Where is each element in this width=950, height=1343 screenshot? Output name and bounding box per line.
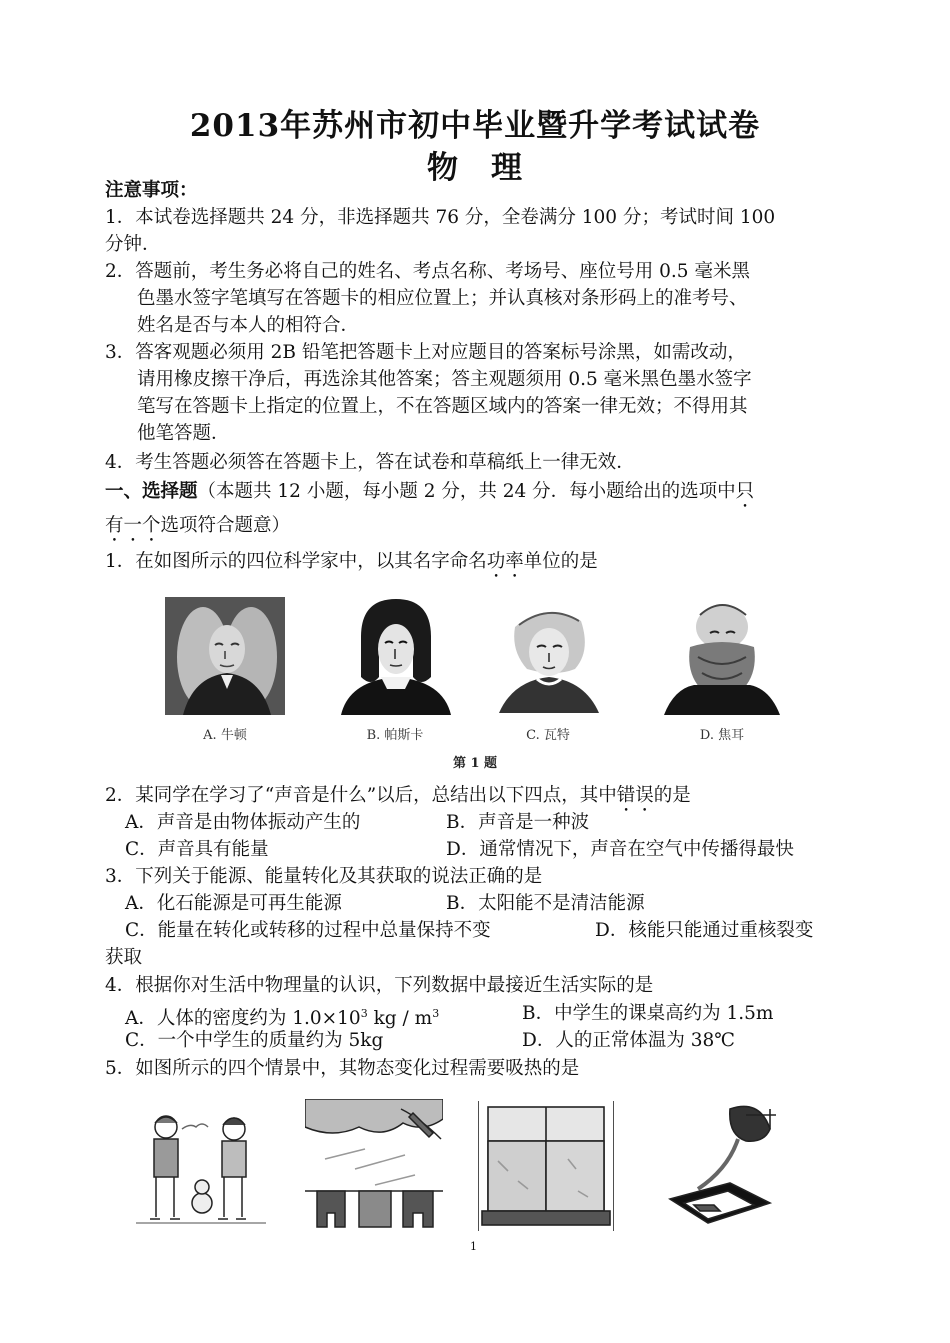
caption-b: B. 帕斯卡	[366, 728, 424, 743]
q2-option-c: C．声音具有能量	[125, 839, 269, 860]
question-3-stem: 3．下列关于能源、能量转化及其获取的说法正确的是	[105, 866, 543, 887]
q1-stem-pre: 1．在如图所示的四位科学家中，以其名字命名	[105, 551, 487, 572]
section-heading-cont	[105, 513, 290, 546]
q2-option-d: D．通常情况下，声音在空气中传播得最快	[446, 839, 794, 860]
note-4: 4．考生答题必须答在答题卡上，答在试卷和草稿纸上一律无效．	[105, 452, 635, 473]
note-3-line-3: 笔写在答题卡上指定的位置上，不在答题区域内的答案一律无效；不得用其	[137, 396, 748, 417]
q4-option-b: B．中学生的课桌高约为 1.5m	[522, 1003, 774, 1024]
question-5-stem: 5．如图所示的四个情景中，其物态变化过程需要吸热的是	[105, 1058, 580, 1079]
q4-a-unit-exponent: 3	[432, 1007, 440, 1020]
page-number: 1	[470, 1240, 477, 1253]
q4-a-unit: kg / m	[367, 1008, 433, 1030]
q2-option-b: B．声音是一种波	[446, 812, 590, 833]
note-2-line-3: 姓名是否与本人的相符合．	[137, 315, 360, 336]
note-2-line-1: 2．答题前，考生务必将自己的姓名、考点名称、考场号、座位号用 0.5 毫米黑	[105, 261, 750, 282]
molten-iron-scene-icon	[650, 1099, 782, 1231]
caption-c: C. 瓦特	[526, 728, 570, 743]
notes-heading: 注意事项：	[105, 180, 198, 201]
note-1-line-1: 1．本试卷选择题共 24 分，非选择题共 76 分，全卷满分 100 分；考试时间 100	[105, 207, 776, 228]
q1-emphasis: 功率	[486, 551, 524, 572]
q1-stem-post: 单位的是	[523, 551, 598, 572]
q4-a-exponent: 3	[360, 1007, 368, 1020]
subject-title: 物 理	[427, 150, 523, 186]
q2-stem-pre: 2．某同学在学习了“声音是什么”以后，总结出以下四点，其中	[105, 785, 617, 806]
frosted-window-scene-icon	[478, 1101, 614, 1231]
section-emphasis-one: 有一个	[105, 515, 161, 536]
q2-stem-post: 的是	[653, 785, 691, 806]
portrait-pascal-icon	[333, 597, 459, 715]
q3-option-d: D．核能只能通过重核裂变	[595, 920, 814, 941]
question-1-stem	[105, 549, 598, 582]
caption-a: A. 牛顿	[203, 728, 247, 743]
q4-option-d: D．人的正常体温为 38℃	[522, 1030, 735, 1051]
question-4-stem: 4．根据你对生活中物理量的认识，下列数据中最接近生活实际的是	[105, 975, 654, 996]
q4-a-text: A．人体的密度约为 1.0×10	[125, 1008, 361, 1030]
section-desc: （本题共 12 小题，每小题 2 分，共 24 分．每小题给出的选项中	[197, 481, 736, 502]
caption-d: D. 焦耳	[699, 728, 745, 743]
q3-option-c: C．能量在转化或转移的过程中总量保持不变	[125, 920, 491, 941]
note-1-line-2: 分钟．	[105, 234, 161, 255]
drying-clothes-scene-icon	[305, 1099, 443, 1231]
note-3-line-4: 他笔答题．	[137, 423, 230, 444]
q3-option-b: B．太阳能不是清洁能源	[446, 893, 645, 914]
section-heading	[105, 479, 754, 512]
exam-title: 2013年苏州市初中毕业暨升学考试试卷	[189, 108, 761, 144]
section-desc-end: 选项符合题意）	[160, 515, 291, 536]
q4-option-c: C．一个中学生的质量约为 5kg	[125, 1030, 384, 1051]
q2-emphasis: 错误	[616, 785, 654, 806]
q3-option-a: A．化石能源是可再生能源	[125, 893, 342, 914]
section-label: 一、选择题	[105, 481, 198, 502]
winter-breath-scene-icon	[136, 1099, 266, 1231]
portrait-joule-icon	[660, 597, 784, 715]
portrait-newton-icon	[165, 597, 285, 715]
figure-1-label: 第 1 题	[452, 756, 498, 771]
section-emphasis-only: 只	[735, 481, 755, 502]
note-3-line-1: 3．答客观题必须用 2B 铅笔把答题卡上对应题目的答案标号涂黑，如需改动，	[105, 342, 746, 363]
portrait-watt-icon	[485, 597, 613, 713]
q2-option-a: A．声音是由物体振动产生的	[125, 812, 361, 833]
note-2-line-2: 色墨水签字笔填写在答题卡的相应位置上；并认真核对条形码上的准考号、	[137, 288, 748, 309]
q3-option-d-cont: 获取	[105, 947, 143, 968]
note-3-line-2: 请用橡皮擦干净后，再选涂其他答案；答主观题须用 0.5 毫米黑色墨水签字	[137, 369, 752, 390]
